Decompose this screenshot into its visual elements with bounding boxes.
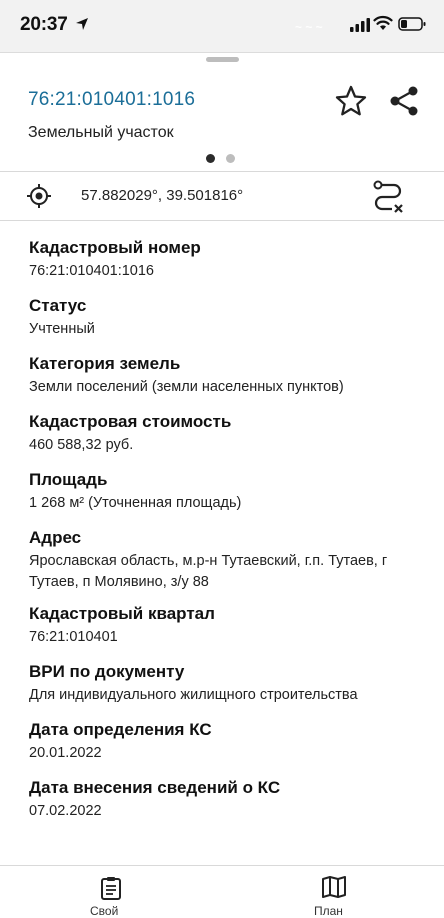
object-type-subtitle: Земельный участок bbox=[28, 124, 174, 141]
status-time: 20:37 bbox=[20, 14, 68, 35]
field-label-entry-date: Дата внесения сведений о КС bbox=[29, 778, 281, 797]
watermark-logo: ~ ~ ~ bbox=[295, 20, 323, 34]
map-icon bbox=[322, 876, 346, 898]
divider bbox=[0, 220, 444, 221]
field-value-area: 1 268 м² (Уточненная площадь) bbox=[29, 495, 242, 511]
field-value-entry-date: 07.02.2022 bbox=[29, 803, 102, 819]
field-value-valuation-date: 20.01.2022 bbox=[29, 745, 102, 761]
field-label-area: Площадь bbox=[29, 470, 108, 489]
locate-target-icon[interactable] bbox=[26, 183, 52, 209]
share-icon[interactable] bbox=[388, 85, 420, 117]
tab-plan[interactable] bbox=[302, 866, 362, 918]
coordinates-text: 57.882029°, 39.501816° bbox=[81, 187, 244, 204]
cadastral-number-title: 76:21:010401:1016 bbox=[28, 89, 196, 110]
field-label-land-category: Категория земель bbox=[29, 354, 181, 373]
wifi-icon bbox=[373, 15, 393, 31]
page-dot[interactable] bbox=[226, 154, 235, 163]
field-label-permitted-use: ВРИ по документу bbox=[29, 662, 185, 681]
favorite-star-icon[interactable] bbox=[334, 84, 368, 118]
field-value-land-category: Земли поселений (земли населенных пунктов) bbox=[29, 379, 344, 395]
field-label-valuation-date: Дата определения КС bbox=[29, 720, 212, 739]
coordinates-row bbox=[0, 172, 444, 219]
field-label-cadastral-value: Кадастровая стоимость bbox=[29, 412, 232, 431]
status-bar bbox=[0, 0, 444, 53]
field-value-cadastral-value: 460 588,32 руб. bbox=[29, 437, 134, 453]
field-value-permitted-use: Для индивидуального жилищного строительства bbox=[29, 687, 358, 703]
field-label-status: Статус bbox=[29, 296, 87, 315]
location-arrow-icon bbox=[75, 17, 89, 31]
field-value-address: Ярославская область, м.р-н Тутаевский, г.п. Тутаев, г Тутаев, п Молявино, з/у 88 bbox=[29, 553, 388, 590]
tab-info[interactable] bbox=[80, 866, 140, 918]
tab-info-label: Свой bbox=[90, 904, 119, 918]
field-label-address: Адрес bbox=[29, 528, 82, 547]
clipboard-icon bbox=[100, 876, 122, 900]
field-value-status: Учтенный bbox=[29, 321, 95, 337]
field-value-cadastral-number: 76:21:010401:1016 bbox=[29, 263, 154, 279]
field-label-cadastral-number: Кадастровый номер bbox=[29, 238, 201, 257]
route-icon[interactable] bbox=[372, 180, 404, 214]
sheet-grabber[interactable] bbox=[206, 57, 239, 62]
field-label-cadastral-quarter: Кадастровый квартал bbox=[29, 604, 215, 623]
tab-plan-label: План bbox=[314, 904, 343, 918]
signal-icon bbox=[350, 18, 370, 32]
field-value-cadastral-quarter: 76:21:010401 bbox=[29, 629, 118, 645]
tab-bar bbox=[0, 865, 444, 918]
page-dot-active[interactable] bbox=[206, 154, 215, 163]
battery-icon bbox=[398, 16, 426, 32]
